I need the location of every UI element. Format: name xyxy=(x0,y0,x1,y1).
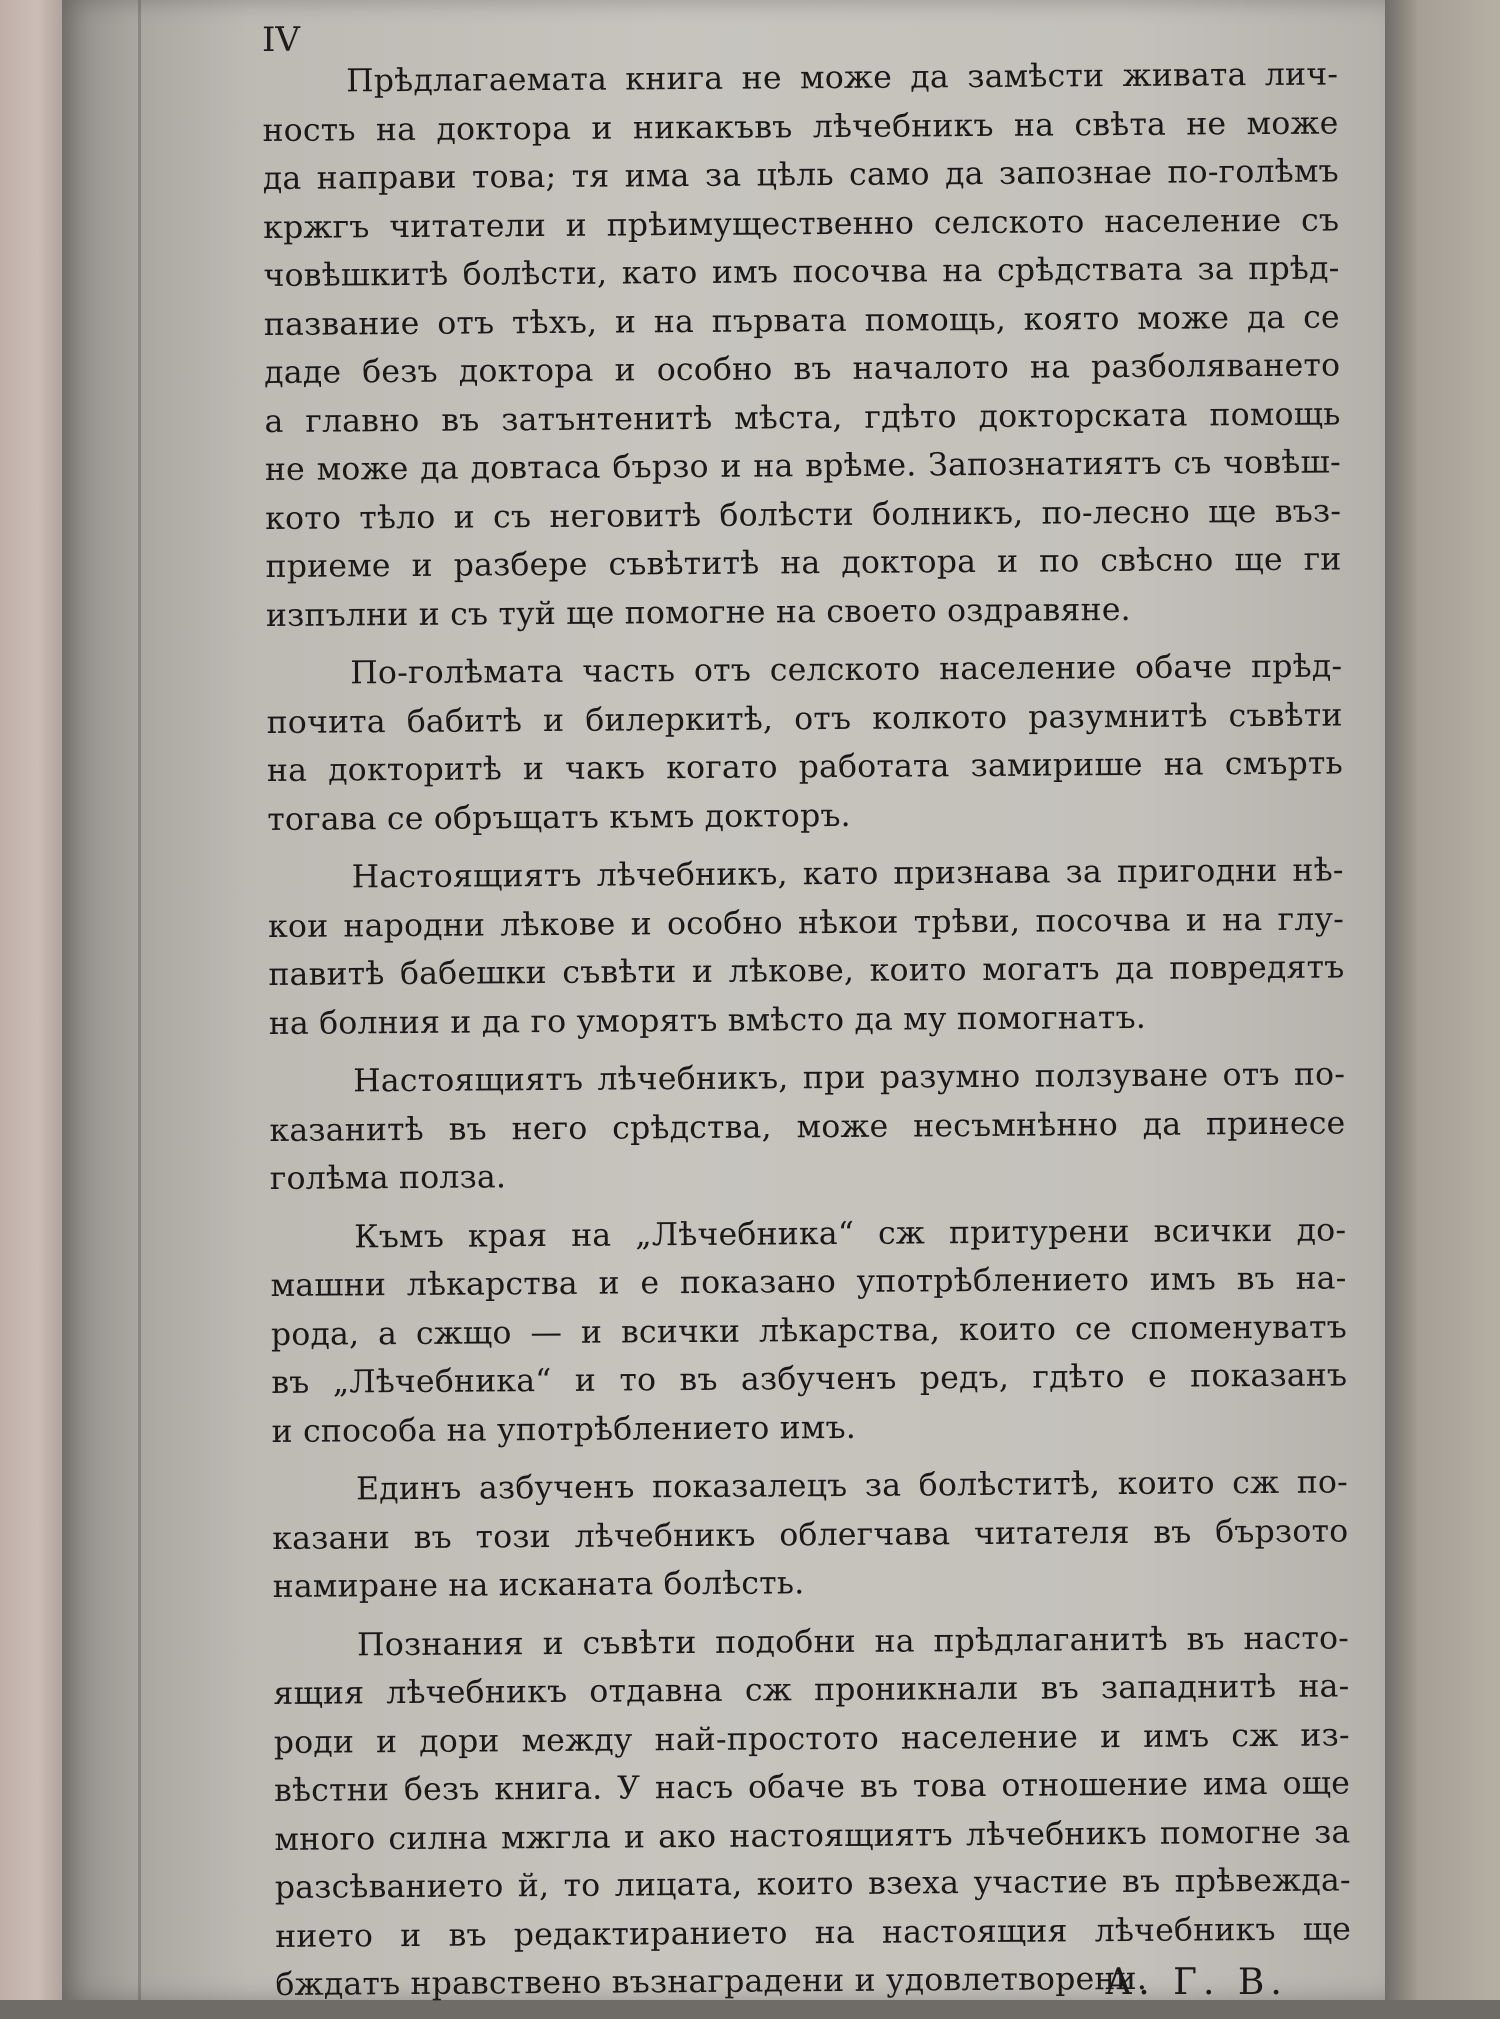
text-line: кржгъ читатели и прѣимущественно селското население съ xyxy=(263,201,1340,246)
text-line: Къмъ края на „Лѣчебника“ сж притурени всички до- xyxy=(354,1211,1347,1255)
paragraph xyxy=(270,1206,1348,1456)
paragraph xyxy=(272,1458,1349,1611)
paragraph xyxy=(269,1050,1346,1203)
text-line: Познания и съвѣти подобни на прѣдлаганитѣ въ насто- xyxy=(356,1619,1350,1663)
text-line: на докторитѣ и чакъ когато работата замирише на смърть xyxy=(266,745,1344,789)
paragraph xyxy=(273,1614,1352,2010)
text-line: вѣстни безъ книга. У насъ обаче въ това отношение има още xyxy=(273,1765,1351,1809)
text-line: а главно въ затънтенитѣ мѣста, гдѣто докторската помощь xyxy=(264,395,1341,440)
text-line: на болния и да го уморятъ вмѣсто да му помогнатъ. xyxy=(268,999,1147,1042)
text-line: Настоящиятъ лѣчебникъ, при разумно ползуване отъ по- xyxy=(353,1056,1346,1100)
left-page-edge xyxy=(0,0,62,2000)
paragraph xyxy=(266,642,1343,844)
paragraph xyxy=(262,50,1342,639)
text-line: Настоящиятъ лѣчебникъ, като признава за пригодни нѣ- xyxy=(351,852,1344,896)
text-line: кои народни лѣкове и особно нѣкои трѣви, посочва и на глу- xyxy=(267,900,1345,945)
text-line: машни лѣкарства и е показано употрѣблението имъ въ на- xyxy=(270,1260,1347,1304)
body-text xyxy=(262,50,1352,2019)
text-line: изпълни и съ туй ще помогне на своето оздравяне. xyxy=(265,591,1131,634)
text-line: тогава се обръщатъ къмъ докторъ. xyxy=(267,797,851,838)
text-line: въ „Лѣчебника“ и то въ азбученъ редъ, гдѣто е показанъ xyxy=(271,1357,1348,1401)
text-line: ящия лѣчебникъ отдавна сж проникнали въ западнитѣ на- xyxy=(273,1668,1350,1712)
text-line: казани въ този лѣчебникъ облегчава читателя въ бързото xyxy=(272,1512,1349,1557)
text-line: не може да довтаса бързо и на врѣме. Запознатиятъ съ човѣш- xyxy=(264,444,1341,488)
text-line: павитѣ бабешки съвѣти и лѣкове, които могатъ да повредятъ xyxy=(268,949,1345,993)
book-cover-edge xyxy=(1385,0,1500,2000)
text-line: почита бабитѣ и билеркитѣ, отъ колкото разумнитѣ съвѣти xyxy=(266,696,1343,741)
text-line: рода, а сжщо — и всички лѣкарства, които се споменуватъ xyxy=(270,1308,1348,1353)
text-line: голѣма полза. xyxy=(269,1159,507,1197)
text-line: приеме и разбере съвѣтитѣ на доктора и по свѣсно ще ги xyxy=(265,541,1342,585)
text-line: казанитѣ въ него срѣдства, може несъмнѣнно да принесе xyxy=(269,1104,1346,1149)
text-line: роди и дори между най-простото население и имъ сж из- xyxy=(273,1716,1350,1761)
page-number: IV xyxy=(262,20,300,60)
text-line: пазвание отъ тѣхъ, и на първата помощь, която може да се xyxy=(263,298,1340,343)
text-line: кото тѣло и съ неговитѣ болѣсти болникъ, по-лесно ще въз- xyxy=(265,492,1342,537)
text-line: даде безъ доктора и особно въ началото на разболяването xyxy=(264,347,1341,391)
text-line: бждатъ нравствено възнаградени и удовлетворени. xyxy=(275,1960,1148,2003)
text-line: ность на доктора и никакъвъ лѣчебникъ на свѣта не може xyxy=(262,104,1339,149)
text-line: По-голѣмата часть отъ селското население обаче прѣд- xyxy=(350,648,1343,692)
text-line: много силна мжгла и ако настоящиятъ лѣчебникъ помогне за xyxy=(274,1813,1351,1858)
text-line: да направи това; тя има за цѣль само да запознае по-голѣмъ xyxy=(262,153,1339,197)
text-line: разсѣванието й, то лицата, които взеха участие въ прѣвежда- xyxy=(274,1862,1351,1906)
paragraph xyxy=(268,846,1345,1048)
signature-initials: А. Г. В. xyxy=(1105,1962,1288,2003)
text-line: Прѣдлагаемата книга не може да замѣсти живата лич- xyxy=(346,56,1339,100)
text-line: Единъ азбученъ показалецъ за болѣститѣ, които сж по- xyxy=(355,1464,1349,1508)
page-fold xyxy=(138,0,141,2000)
text-line: намиране на исканата болѣсть. xyxy=(272,1565,805,1605)
text-line: и способа на употрѣблението имъ. xyxy=(271,1409,857,1450)
text-line: човѣшкитѣ болѣсти, като имъ посочва на срѣдствата за прѣд- xyxy=(263,250,1340,294)
text-line: нието и въ редактиранието на настоящия лѣчебникъ ще xyxy=(274,1910,1352,1955)
